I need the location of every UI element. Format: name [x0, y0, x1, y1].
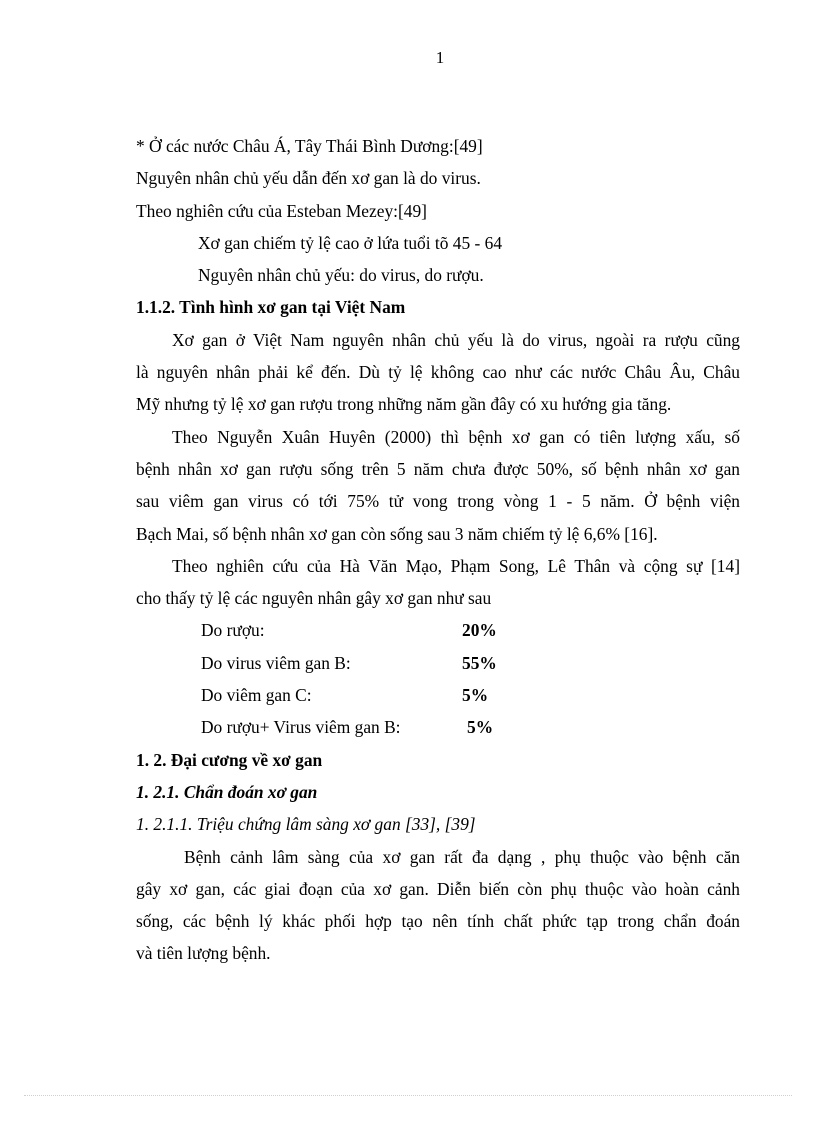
- cause-row: [136, 711, 740, 743]
- para2-line: Bạch Mai, số bệnh nhân xơ gan còn sống sau 3 năm chiếm tỷ lệ 6,6% [16].: [136, 523, 658, 544]
- cause-label: Do rượu:: [201, 620, 265, 641]
- section-121-heading: 1. 2.1. Chẩn đoán xơ gan: [136, 781, 318, 802]
- para2-line: Theo Nguyễn Xuân Huyên (2000) thì bệnh xơ gan có tiên lượng xấu, số: [172, 426, 740, 447]
- para3-line: Theo nghiên cứu của Hà Văn Mạo, Phạm Song, Lê Thân và cộng sự [14]: [172, 555, 740, 576]
- para2-line: sau viêm gan virus có tới 75% tử vong trong vòng 1 - 5 năm. Ở bệnh viện: [136, 491, 740, 512]
- para3-line: cho thấy tỷ lệ các nguyên nhân gây xơ gan như sau: [136, 588, 492, 609]
- clinical-para-line: gây xơ gan, các giai đoạn của xơ gan. Diễn biến còn phụ thuộc vào hoàn cảnh: [136, 878, 740, 899]
- para2-line: bệnh nhân xơ gan rượu sống trên 5 năm chưa được 50%, số bệnh nhân xơ gan: [136, 458, 740, 479]
- asia-heading: * Ở các nước Châu Á, Tây Thái Bình Dương:[49]: [136, 136, 483, 156]
- clinical-para-line: sống, các bệnh lý khác phối hợp tạo nên tính chất phức tạp trong chẩn đoán: [136, 911, 740, 932]
- page-bottom-divider: [24, 1095, 792, 1096]
- cause-label: Do virus viêm gan B:: [201, 652, 351, 673]
- section-1211-heading: 1. 2.1.1. Triệu chứng lâm sàng xơ gan [33], [39]: [136, 814, 476, 835]
- clinical-para-line: Bệnh cảnh lâm sàng của xơ gan rất đa dạng , phụ thuộc vào bệnh căn: [184, 846, 740, 867]
- para1-line: là nguyên nhân phải kể đến. Dù tỷ lệ không cao như các nước Châu Âu, Châu: [136, 362, 740, 383]
- para1-line: Mỹ nhưng tỷ lệ xơ gan rượu trong những năm gần đây có xu hướng gia tăng.: [136, 394, 672, 415]
- section-112-heading: 1.1.2. Tình hình xơ gan tại Việt Nam: [136, 297, 406, 318]
- cause-label: Do viêm gan C:: [201, 685, 312, 706]
- asia-cause: Nguyên nhân chủ yếu dẫn đến xơ gan là do virus.: [136, 168, 481, 189]
- cause-row: [136, 679, 740, 711]
- cause-row: [136, 614, 740, 646]
- section-12-heading: 1. 2. Đại cương về xơ gan: [136, 749, 323, 770]
- cause-row: [136, 647, 740, 679]
- cause-value: 5%: [462, 685, 489, 706]
- esteban-cause: Nguyên nhân chủ yếu: do virus, do rượu.: [198, 265, 484, 286]
- cause-value: 20%: [462, 620, 497, 641]
- clinical-para-line: và tiên lượng bệnh.: [136, 943, 271, 964]
- esteban-age: Xơ gan chiếm tỷ lệ cao ở lứa tuổi tõ 45 - 64: [198, 232, 503, 253]
- para1-line: Xơ gan ở Việt Nam nguyên nhân chủ yếu là do virus, ngoài ra rượu cũng: [172, 329, 740, 350]
- cause-value: 55%: [462, 652, 497, 673]
- document-body: [136, 130, 740, 970]
- cause-label: Do rượu+ Virus viêm gan B:: [201, 717, 401, 738]
- esteban-intro: Theo nghiên cứu của Esteban Mezey:[49]: [136, 200, 427, 221]
- cause-value: 5%: [467, 717, 494, 738]
- page-number: 1: [435, 48, 445, 67]
